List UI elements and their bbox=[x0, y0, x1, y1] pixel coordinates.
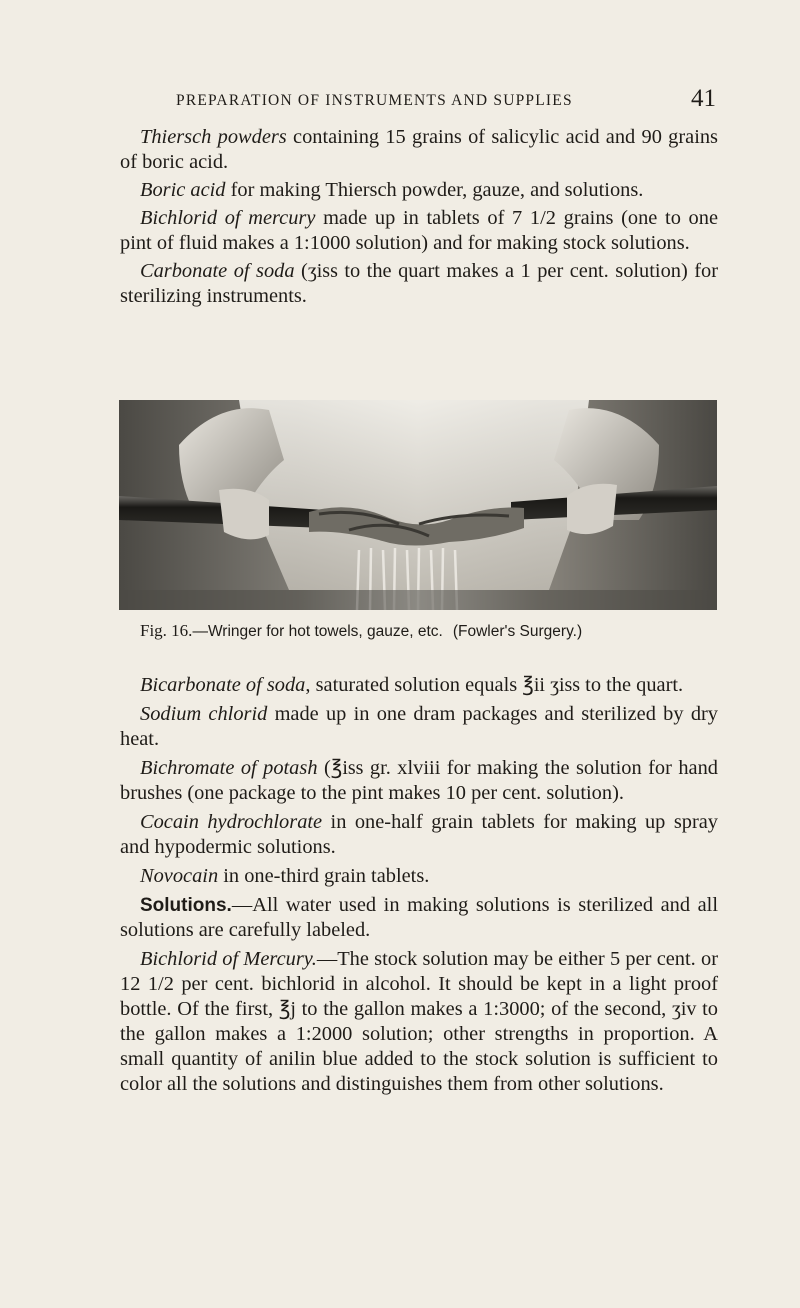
term-boric-acid: Boric acid bbox=[140, 179, 226, 201]
bottom-text-block bbox=[120, 673, 718, 1101]
paragraph-bichromate-of-potash bbox=[120, 756, 718, 806]
paragraph-text: gr. xlviii for making the solution for hand brushes (one package to the pint makes 10 per cent. solution). bbox=[120, 757, 719, 804]
page-number: 41 bbox=[691, 85, 716, 112]
apothecary-symbol: ʒiss bbox=[550, 674, 581, 696]
wringer-photograph bbox=[119, 400, 717, 610]
paragraph-bichlorid-tablets bbox=[120, 206, 718, 256]
paragraph-cocain-hydrochlorate bbox=[120, 810, 718, 860]
apothecary-symbol: ℥iss bbox=[330, 757, 364, 779]
apothecary-symbol: ʒiss bbox=[307, 260, 338, 282]
paragraph-text: —The stock solution may be either 5 per cent. or 12 1/2 per cent. bichlorid in alcohol. It should be kept in a light proof bottle. Of the first, bbox=[120, 948, 718, 1020]
term-novocain: Novocain bbox=[140, 865, 219, 887]
apothecary-symbol: ℥j bbox=[278, 998, 296, 1020]
paragraph-solutions bbox=[120, 893, 718, 943]
right-hand bbox=[567, 484, 617, 534]
paragraph-text: containing 15 grains of salicylic acid and 90 grains of boric acid. bbox=[120, 126, 718, 173]
term-bichlorid-of-mercury: Bichlorid of Mercury. bbox=[140, 948, 317, 970]
paragraph-text: ( bbox=[294, 260, 308, 282]
wringer-photo-illustration bbox=[119, 400, 717, 610]
figure-label: Fig. 16. bbox=[140, 621, 193, 640]
paragraph-boric-acid bbox=[120, 178, 718, 203]
paragraph-text: to the gallon makes a 1:2000 solution; other strengths in proportion. A small quantity of anilin blue added to the stock solution is sufficient to color all the solutions and distinguishes them from other solutions. bbox=[120, 998, 719, 1095]
paragraph-text: ( bbox=[317, 757, 331, 779]
term-bicarbonate-of-soda: Bicarbonate of soda bbox=[140, 674, 306, 696]
paragraph-text: to the quart. bbox=[580, 674, 684, 696]
term-carbonate-of-soda: Carbonate of soda bbox=[140, 260, 295, 282]
paragraph-sodium-chlorid bbox=[120, 702, 718, 752]
top-text-block bbox=[120, 125, 718, 312]
apron bbox=[239, 400, 589, 590]
paragraph-bicarbonate-of-soda bbox=[120, 673, 718, 698]
left-hand bbox=[219, 489, 269, 540]
paragraph-text: —All water used in making solutions is sterilized and all solutions are carefully labeled. bbox=[120, 894, 718, 941]
paragraph-text: for making Thiersch powder, gauze, and solutions. bbox=[225, 179, 644, 201]
paragraph-text: in one-half grain tablets for making up spray and hypodermic solutions. bbox=[120, 811, 718, 858]
term-cocain-hydrochlorate: Cocain hydrochlorate bbox=[140, 811, 323, 833]
term-sodium-chlorid: Sodium chlorid bbox=[140, 703, 268, 725]
paragraph-thiersch-powders bbox=[120, 125, 718, 175]
paragraph-text: , saturated solution equals bbox=[305, 674, 523, 696]
paragraph-text: to the gallon makes a 1:3000; of the second, bbox=[295, 998, 672, 1020]
term-bichlorid-of-mercury: Bichlorid of mercury bbox=[140, 207, 316, 229]
paragraph-text: to the quart makes a 1 per cent. solution) for sterilizing instruments. bbox=[120, 260, 719, 307]
caption-credit: (Fowler's Surgery.) bbox=[452, 623, 583, 640]
apothecary-symbol: ℥ii bbox=[522, 674, 545, 696]
apothecary-symbol: ʒiv bbox=[671, 998, 697, 1020]
paragraph-text: made up in tablets of 7 1/2 grains (one to one pint of fluid makes a 1:1000 solution) and for making stock solutions. bbox=[120, 207, 718, 254]
term-thiersch-powders: Thiersch powders bbox=[140, 126, 287, 148]
running-title: PREPARATION OF INSTRUMENTS AND SUPPLIES bbox=[176, 92, 573, 109]
paragraph-bichlorid-stock-solution bbox=[120, 947, 718, 1097]
caption-text: —Wringer for hot towels, gauze, etc. bbox=[192, 623, 443, 640]
photo-floor-shadow bbox=[119, 590, 717, 610]
paragraph-text: in one-third grain tablets. bbox=[218, 865, 430, 887]
running-head bbox=[176, 86, 716, 116]
term-bichromate-of-potash: Bichromate of potash bbox=[140, 757, 318, 779]
figure-caption bbox=[140, 620, 720, 643]
paragraph-novocain bbox=[120, 864, 718, 889]
paragraph-carbonate-of-soda bbox=[120, 259, 718, 309]
section-heading-solutions: Solutions. bbox=[140, 895, 232, 916]
paragraph-text: made up in one dram packages and sterilized by dry heat. bbox=[120, 703, 718, 750]
